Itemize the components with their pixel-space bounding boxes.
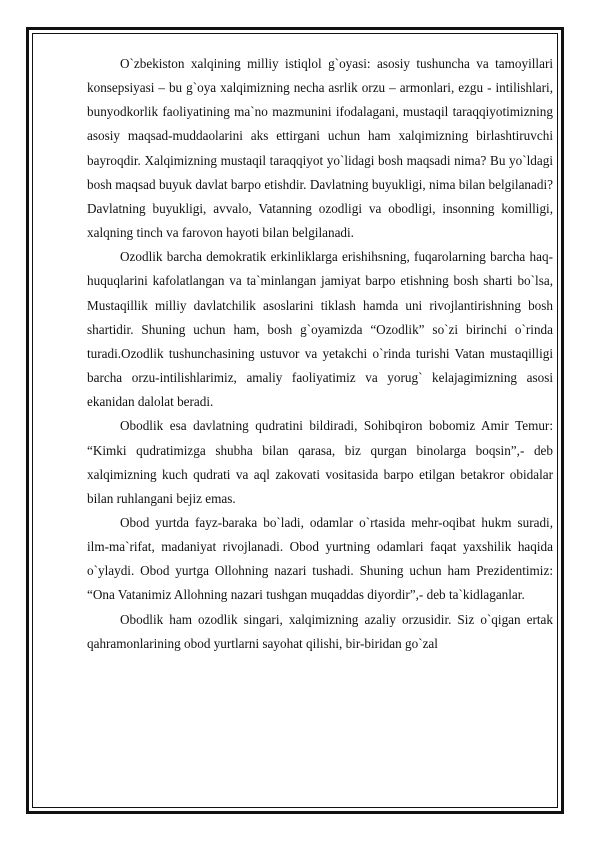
watermark-mark: ​ — [29, 135, 91, 179]
paragraph: Obod yurtda fayz-baraka bo`ladi, odamlar o`rtasida mehr-oqibat hukm suradi, ilm-ma`rifat, madaniyat rivojlanadi. Obod yurtning odamlari faqat yaxshilik haqida o`ylaydi. Obod yurtga Ollohning nazari tushadi. Shuning uchun ham Prezidentimiz: “Ona Vatanimiz Allohning nazari tushgan muqaddas diyordir”,- deb ta`kidlaganlar. — [87, 514, 553, 603]
document-body — [87, 52, 553, 797]
paragraph: Obodlik esa davlatning qudratini bildiradi, Sohibqiron bobomiz Amir Temur: “Kimki qudratimizga shubha bilan qarasa, biz qurgan binolarga boqsin”,- deb xalqimizning kuch qudrati va aql zakovati vositasida barpo etilgan betakror obidalar bilan ruhlangani bejiz emas. — [87, 418, 553, 506]
paragraph: Ozodlik barcha demokratik erkinliklarga erishihsning, fuqarolarning barcha haq-huquqlarini kafolatlangan va ta`minlangan jamiyat barpo etishning bosh sharti bo`lsa, Mustaqillik milliy davlatchilik asoslarini tiklash hamda uni rivojlantirishning bosh shartidir. Shuning uchun ham, bosh g`oyamizda “Ozodlik” so`zi birinchi o`rinda turadi.Ozodlik tushunchasining ustuvor va yetakchi o`rinda turishi Vatan mustaqilligi barcha orzu-intilishlarimiz, amaliy faoliyatimiz va yorug` kelajagimizning asosi ekanidan dalolat beradi. — [87, 249, 553, 410]
paragraph: Obodlik ham ozodlik singari, xalqimizning azaliy orzusidir. Siz o`qigan ertak qahramonlarining obod yurtlarni sayohat qilishi, bir-biridan go`zal — [87, 611, 553, 651]
paragraph: O`zbekiston xalqining milliy istiqlol g`oyasi: asosiy tushuncha va tamoyillari konsepsiyasi – bu g`oya xalqimizning necha asrlik orzu – armonlari, ezgu - intilishlari, bunyodkorlik faoliyatining ma`no mazmunini ifodalagani, mustaqil taraqqiyotimizning asosiy maqsad-muddaolarini aks ettirgani uchun ham xalqimizning birlashtiruvchi bayroqdir. Xalqimizning mustaqil taraqqiyot yo`lidagi bosh maqsadi nima? Bu yo`ldagi bosh maqsad buyuk davlat barpo etishdir. Davlatning buyukligi, nima bilan belgilanadi? Davlatning buyukligi, avvalo, Vatanning ozodligi va obodligi, insonning komilligi, xalqning tinch va farovon hayoti bilan belgilanadi. — [87, 56, 553, 241]
